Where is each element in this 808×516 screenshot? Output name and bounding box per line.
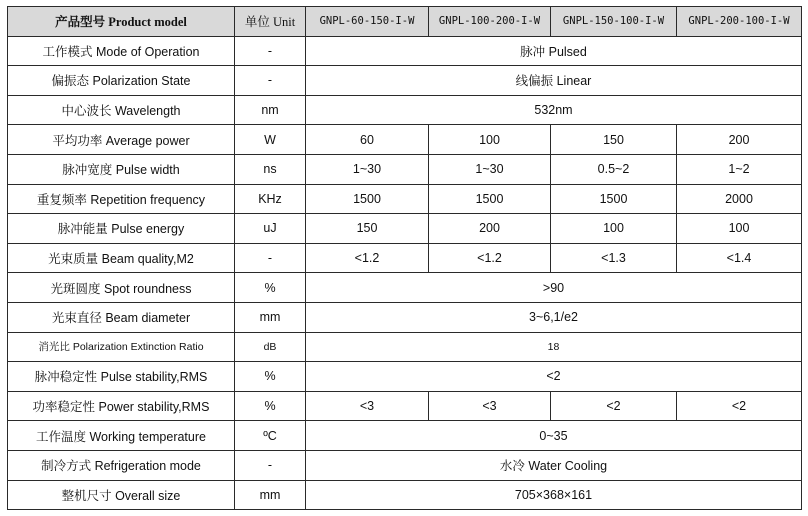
row-value-model-1: 1~30 xyxy=(306,154,429,184)
row-label: 整机尺寸 Overall size xyxy=(8,480,235,510)
spec-table xyxy=(7,6,802,510)
row-average-power xyxy=(8,125,802,155)
row-label: 光斑圆度 Spot roundness xyxy=(8,273,235,303)
row-unit: - xyxy=(235,243,306,273)
row-working-temperature xyxy=(8,421,802,451)
row-label: 偏振态 Polarization State xyxy=(8,66,235,96)
row-label: 脉冲能量 Pulse energy xyxy=(8,214,235,244)
row-mode-of-operation xyxy=(8,36,802,66)
header-model-3: GNPL-150-100-I-W xyxy=(551,7,677,37)
row-power-stability xyxy=(8,391,802,421)
row-value-model-2: <1.2 xyxy=(429,243,551,273)
row-value-model-1: <1.2 xyxy=(306,243,429,273)
header-unit: 单位 Unit xyxy=(235,7,306,37)
row-value-model-3: 150 xyxy=(551,125,677,155)
row-wavelength xyxy=(8,95,802,125)
header-model-1: GNPL-60-150-I-W xyxy=(306,7,429,37)
row-value-model-1: <3 xyxy=(306,391,429,421)
row-unit: ns xyxy=(235,154,306,184)
row-value-model-2: 100 xyxy=(429,125,551,155)
row-value-model-4: 100 xyxy=(677,214,802,244)
row-value: 脉冲 Pulsed xyxy=(306,36,802,66)
row-unit: % xyxy=(235,362,306,392)
row-value: 705×368×161 xyxy=(306,480,802,510)
row-label: 工作温度 Working temperature xyxy=(8,421,235,451)
row-value: 0~35 xyxy=(306,421,802,451)
header-model-2: GNPL-100-200-I-W xyxy=(429,7,551,37)
row-spot-roundness xyxy=(8,273,802,303)
row-value: <2 xyxy=(306,362,802,392)
row-value-model-3: 1500 xyxy=(551,184,677,214)
row-unit: - xyxy=(235,450,306,480)
row-label: 工作模式 Mode of Operation xyxy=(8,36,235,66)
row-polarization-state xyxy=(8,66,802,96)
row-unit: mm xyxy=(235,302,306,332)
row-value-model-2: 1500 xyxy=(429,184,551,214)
row-label: 光束直径 Beam diameter xyxy=(8,302,235,332)
row-refrigeration-mode xyxy=(8,450,802,480)
row-label: 重复频率 Repetition frequency xyxy=(8,184,235,214)
row-label: 中心波长 Wavelength xyxy=(8,95,235,125)
row-unit: KHz xyxy=(235,184,306,214)
row-label: 光束质量 Beam quality,M2 xyxy=(8,243,235,273)
row-unit: % xyxy=(235,391,306,421)
row-label: 平均功率 Average power xyxy=(8,125,235,155)
row-unit: mm xyxy=(235,480,306,510)
table-body xyxy=(8,36,802,510)
row-value-model-1: 150 xyxy=(306,214,429,244)
row-pulse-width xyxy=(8,154,802,184)
row-value-model-1: 1500 xyxy=(306,184,429,214)
row-value: 532nm xyxy=(306,95,802,125)
row-unit: uJ xyxy=(235,214,306,244)
row-extinction-ratio xyxy=(8,332,802,362)
row-value-model-4: <2 xyxy=(677,391,802,421)
row-unit: % xyxy=(235,273,306,303)
row-value-model-3: 0.5~2 xyxy=(551,154,677,184)
header-param: 产品型号 Product model xyxy=(8,7,235,37)
row-repetition-frequency xyxy=(8,184,802,214)
row-value: 18 xyxy=(306,332,802,362)
row-label: 功率稳定性 Power stability,RMS xyxy=(8,391,235,421)
table-header xyxy=(8,7,802,37)
row-unit: - xyxy=(235,66,306,96)
row-value-model-3: <1.3 xyxy=(551,243,677,273)
row-beam-quality xyxy=(8,243,802,273)
row-value-model-2: 200 xyxy=(429,214,551,244)
row-unit: - xyxy=(235,36,306,66)
row-value: >90 xyxy=(306,273,802,303)
row-label: 脉冲稳定性 Pulse stability,RMS xyxy=(8,362,235,392)
row-unit: ºC xyxy=(235,421,306,451)
header-model-4: GNPL-200-100-I-W xyxy=(677,7,802,37)
row-unit: dB xyxy=(235,332,306,362)
row-value-model-1: 60 xyxy=(306,125,429,155)
row-value-model-3: 100 xyxy=(551,214,677,244)
row-pulse-stability xyxy=(8,362,802,392)
row-label: 制冷方式 Refrigeration mode xyxy=(8,450,235,480)
row-value-model-3: <2 xyxy=(551,391,677,421)
row-value: 3~6,1/e2 xyxy=(306,302,802,332)
row-value-model-2: 1~30 xyxy=(429,154,551,184)
row-pulse-energy xyxy=(8,214,802,244)
row-value-model-4: 1~2 xyxy=(677,154,802,184)
row-unit: W xyxy=(235,125,306,155)
row-label: 消光比 Polarization Extinction Ratio xyxy=(8,332,235,362)
row-unit: nm xyxy=(235,95,306,125)
row-value: 水冷 Water Cooling xyxy=(306,450,802,480)
row-value-model-2: <3 xyxy=(429,391,551,421)
row-value: 线偏振 Linear xyxy=(306,66,802,96)
row-value-model-4: 2000 xyxy=(677,184,802,214)
row-beam-diameter xyxy=(8,302,802,332)
header-row xyxy=(8,7,802,37)
row-value-model-4: <1.4 xyxy=(677,243,802,273)
row-label: 脉冲宽度 Pulse width xyxy=(8,154,235,184)
row-value-model-4: 200 xyxy=(677,125,802,155)
row-overall-size xyxy=(8,480,802,510)
